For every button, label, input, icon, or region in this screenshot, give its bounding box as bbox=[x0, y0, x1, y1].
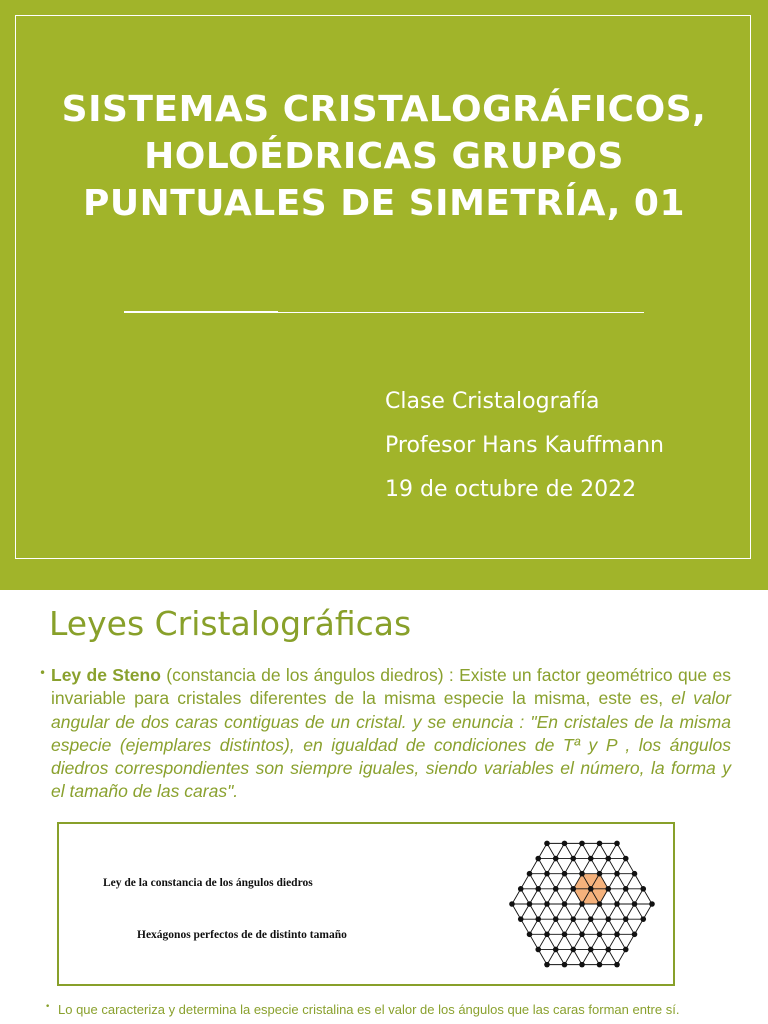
lattice-node bbox=[553, 886, 559, 892]
professor-name: Profesor Hans Kauffmann bbox=[385, 433, 664, 458]
lattice-node bbox=[614, 871, 620, 877]
law-name: Ley de Steno bbox=[51, 665, 161, 685]
course-name: Clase Cristalografía bbox=[385, 389, 600, 414]
lattice-node bbox=[614, 962, 620, 968]
lattice-node bbox=[614, 932, 620, 938]
lattice-node bbox=[544, 871, 550, 877]
lattice-node bbox=[579, 841, 585, 847]
law-description: (constancia de los ángulos diedros) : Existe un factor geométrico que es invariable para cristales diferentes de la misma especie la misma, este es, bbox=[51, 665, 731, 709]
figure-caption-law: Ley de la constancia de los ángulos diedros bbox=[103, 877, 313, 889]
lattice-node bbox=[562, 871, 568, 877]
lattice-node bbox=[535, 916, 541, 922]
lattice-node bbox=[632, 932, 638, 938]
hexagonal-lattice-diagram bbox=[489, 824, 675, 984]
slide-subtitle bbox=[385, 380, 664, 512]
lattice-node bbox=[518, 886, 524, 892]
bullet-marker-2: • bbox=[45, 1002, 51, 1012]
lattice-node bbox=[562, 962, 568, 968]
lattice-node bbox=[544, 932, 550, 938]
lattice-node bbox=[640, 916, 646, 922]
lattice-node bbox=[535, 886, 541, 892]
lattice-node bbox=[553, 856, 559, 862]
presentation-date: 19 de octubre de 2022 bbox=[385, 477, 637, 502]
lattice-node bbox=[527, 901, 533, 907]
lattice-node bbox=[632, 901, 638, 907]
lattice-node bbox=[605, 916, 611, 922]
lattice-node bbox=[623, 947, 629, 953]
lattice-node bbox=[518, 916, 524, 922]
lattice-node bbox=[588, 856, 594, 862]
lattice-node bbox=[562, 841, 568, 847]
lattice-node bbox=[553, 947, 559, 953]
steno-figure bbox=[57, 822, 675, 986]
lattice-node bbox=[544, 841, 550, 847]
lattice-node bbox=[579, 962, 585, 968]
steno-law-paragraph bbox=[51, 664, 731, 804]
lattice-node bbox=[535, 856, 541, 862]
lattice-node bbox=[553, 916, 559, 922]
title-line-1: SISTEMAS CRISTALOGRÁFICOS, bbox=[61, 89, 707, 130]
lattice-node bbox=[570, 916, 576, 922]
lattice-node bbox=[597, 932, 603, 938]
lattice-node bbox=[535, 947, 541, 953]
lattice-node bbox=[640, 886, 646, 892]
lattice-node bbox=[588, 947, 594, 953]
bullet-marker: • bbox=[39, 666, 47, 680]
lattice-node bbox=[632, 871, 638, 877]
lattice-node bbox=[623, 856, 629, 862]
lattice-node bbox=[614, 901, 620, 907]
lattice-node bbox=[579, 901, 585, 907]
lattice-node bbox=[527, 932, 533, 938]
figure-caption-hexagons: Hexágonos perfectos de de distinto tamaño bbox=[137, 929, 347, 941]
lattice-node bbox=[649, 901, 655, 907]
lattice-node bbox=[570, 947, 576, 953]
lattice-node bbox=[588, 916, 594, 922]
lattice-node bbox=[614, 841, 620, 847]
lattice-node bbox=[579, 871, 585, 877]
title-divider-accent bbox=[124, 311, 278, 313]
species-note: Lo que caracteriza y determina la especie cristalina es el valor de los ángulos que las caras forman entre sí. bbox=[58, 1002, 680, 1017]
lattice-node bbox=[570, 856, 576, 862]
lattice-node bbox=[605, 856, 611, 862]
title-line-2: HOLOÉDRICAS GRUPOS bbox=[144, 136, 624, 177]
lattice-node bbox=[597, 841, 603, 847]
lattice-node bbox=[509, 901, 515, 907]
lattice-node bbox=[623, 886, 629, 892]
slide-gap bbox=[0, 575, 768, 590]
law-statement: el valor angular de dos caras contiguas de un cristal. y se enuncia : "En cristales de la misma especie (ejemplares distintos), en igualdad de condiciones de Tª y P , los ángulos diedros correspondientes son siempre iguales, siendo variables el número, la forma y el tamaño de las caras". bbox=[51, 688, 731, 802]
lattice-node bbox=[544, 901, 550, 907]
lattice-node bbox=[527, 871, 533, 877]
lattice-node bbox=[579, 932, 585, 938]
content-slide bbox=[15, 590, 753, 1024]
lattice-node bbox=[597, 901, 603, 907]
lattice-node bbox=[570, 886, 576, 892]
lattice-node bbox=[623, 916, 629, 922]
lattice-node bbox=[562, 932, 568, 938]
slide-title bbox=[30, 86, 738, 227]
lattice-node bbox=[562, 901, 568, 907]
title-line-3: PUNTUALES DE SIMETRÍA, 01 bbox=[82, 183, 686, 224]
lattice-node bbox=[588, 886, 594, 892]
lattice-node bbox=[605, 947, 611, 953]
lattice-node bbox=[597, 871, 603, 877]
lattice-node bbox=[597, 962, 603, 968]
content-slide-title: Leyes Cristalográficas bbox=[49, 604, 412, 643]
lattice-node bbox=[605, 886, 611, 892]
lattice-node bbox=[544, 962, 550, 968]
